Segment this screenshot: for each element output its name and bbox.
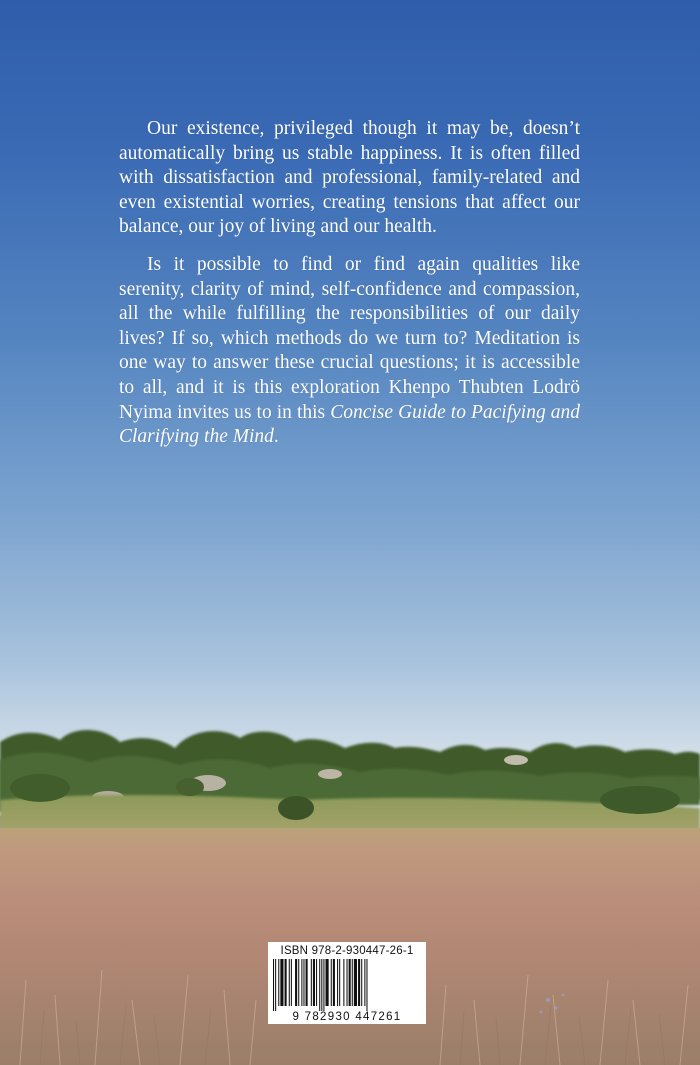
book-title: Concise Guide to Pacifying and Clarifying the Mind [119, 401, 581, 448]
barcode-bars [272, 959, 422, 1011]
isbn-barcode [268, 942, 426, 1024]
blurb-paragraph-1: Our existence, privileged though it may be, doesn’t automatically bring us stable happiness. It is often filled with dissatisfaction and professional, family-related and even existential worries, creating tensions that affect our balance, our joy of living and our health. [119, 118, 580, 238]
blurb-paragraph-2 [119, 253, 580, 450]
blurb-paragraph-2-end: . [273, 426, 279, 448]
isbn-label: ISBN 978-2-930447-26-1 [280, 945, 414, 957]
blurb-paragraph-2-text: Is it possible to find or find again qualities like serenity, clarity of mind, self-confidence and compassion, all the while fulfilling the responsibilities of our daily lives? If so, which methods do we turn to? Meditation is one way to answer these crucial questions; it is accessible to all, and it is this exploration Khenpo Thubten Lodrö Nyima invites us to in this [119, 253, 580, 423]
back-cover-blurb [119, 117, 580, 463]
ean-digits: 9 782930 447261 [292, 1011, 402, 1023]
